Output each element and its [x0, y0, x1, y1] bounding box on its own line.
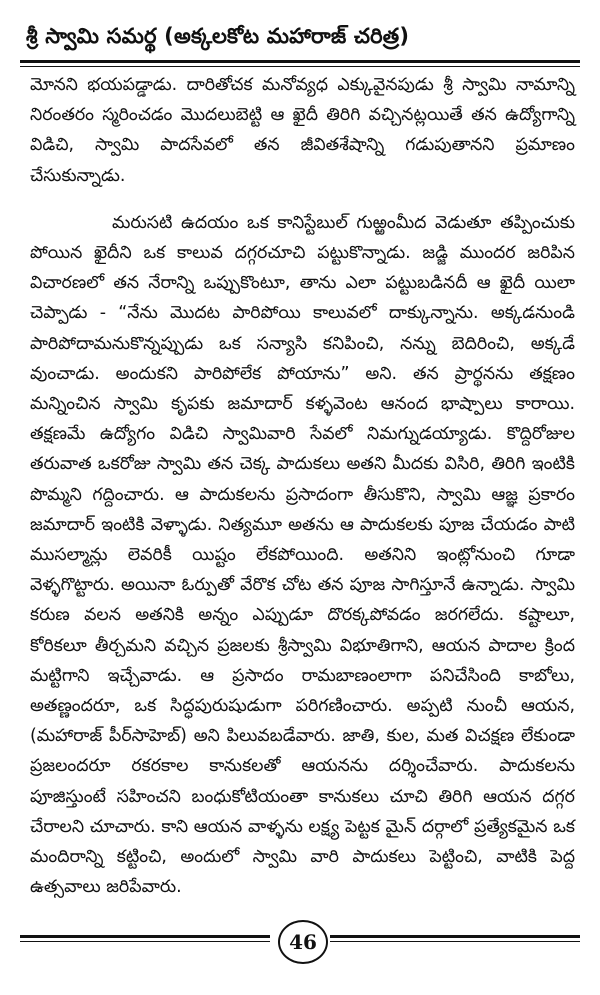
page-body — [30, 70, 575, 902]
footer-rule-left-thick — [20, 935, 270, 938]
header-rule-thin — [20, 66, 580, 67]
paragraph-1: మోనని భయపడ్డాడు. దారితోచక మనోవ్యధ ఎక్కువైనపుడు శ్రీ స్వామి నామాన్ని నిరంతరం స్మరించడం మొదలుబెట్టి ఆ ఖైదీ తిరిగి వచ్చినట్లయితే తన ఉద్యోగాన్ని విడిచి, స్వామి పాదసేవలో తన జీవితశేషాన్ని గడుపుతానని ప్రమాణం చేసుకున్నాడు. — [30, 75, 575, 186]
page-footer — [20, 918, 580, 968]
header-rule-thick — [20, 60, 580, 63]
page-number: 46 — [278, 920, 328, 964]
footer-rule-right-thin — [330, 941, 580, 942]
page-header — [20, 18, 580, 70]
footer-rule-left-thin — [20, 941, 270, 942]
book-title: శ్రీ స్వామి సమర్థ (అక్కలకోట మహారాజ్ చరిత్ర) — [26, 24, 410, 48]
footer-rule-right-thick — [330, 935, 580, 938]
paragraph-2: మరుసటి ఉదయం ఒక కానిస్టేబుల్ గుఱ్ఱంమీద వెడుతూ తప్పించుకు పోయిన ఖైదీని ఒక కాలువ దగ్గరచూచి పట్టుకొన్నాడు. జడ్జి ముందర జరిపిన విచారణలో తన నేరాన్ని ఒప్పుకొంటూ, తాను ఎలా పట్టుబడినదీ ఆ ఖైదీ యిలా చెప్పాడు - “నేను మొదట పారిపోయి కాలువలో దాక్కున్నాను. అక్కడనుండి పారిపోదామనుకొన్నప్పుడు ఒక సన్యాసి కనిపించి, నన్ను బెదిరించి, అక్కడే వుంచాడు. అందుకని పారిపోలేక పోయాను” అని. తన ప్రార్థనను తక్షణం మన్నించిన స్వామి కృపకు జమాదార్ కళ్ళవెంట ఆనంద భాష్పాలు కారాయి. తక్షణమే ఉద్యోగం విడిచి స్వామివారి సేవలో నిమగ్నుడయ్యాడు. కొద్దిరోజుల తరువాత ఒకరోజు స్వామి తన చెక్క పాదుకలు అతని మీదకు విసిరి, తిరిగి ఇంటికి పొమ్మని గద్దించారు. ఆ పాదుకలను ప్రసాదంగా తీసుకొని, స్వామి ఆజ్ఞ ప్రకారం జమాదార్ ఇంటికి వెళ్ళాడు. నిత్యమూ అతను ఆ పాదుకలకు పూజ చేయడం పాటి ముసల్మాన్లు లెవరికీ యిష్టం లేకపోయింది. అతనిని ఇంట్లోనుంచి గూడా వెళ్ళగొట్టారు. అయినా ఓర్పుతో వేరొక చోట తన పూజ సాగిస్తూనే ఉన్నాడు. స్వామి కరుణ వలన అతనికి అన్నం ఎప్పుడూ దొరక్కపోవడం జరగలేదు. కష్టాలూ, కోరికలూ తీర్చమని వచ్చిన ప్రజలకు శ్రీస్వామి విభూతిగాని, ఆయన పాదాల క్రింద మట్టిగాని ఇచ్చేవాడు. ఆ ప్రసాదం రామబాణంలాగా పనిచేసింది కాబోలు, అతణ్ణందరూ, ఒక సిద్ధపురుషుడుగా పరిగణించారు. అప్పటి నుంచీ ఆయన, (మహారాజ్ పీర్‌సాహెబ్) అని పిలువబడేవారు. జాతి, కుల, మత విచక్షణ లేకుండా ప్రజలందరూ రకరకాల కానుకలతో ఆయనను దర్శించేవారు. పాదుకలను పూజిస్తుంటే సహించని బంధుకోటియంతా కానుకలు చూచి తిరిగి ఆయన దగ్గర చేరాలని చూచారు. కాని ఆయన వాళ్ళను లక్ష్య పెట్టక మైన్ దర్గాలో ప్రత్యేకమైన ఒక మందిరాన్ని కట్టించి, అందులో స్వామి వారి పాదుకలు పెట్టించి, వాటికి పెద్ద ఉత్సవాలు జరిపేవారు. — [30, 212, 575, 898]
